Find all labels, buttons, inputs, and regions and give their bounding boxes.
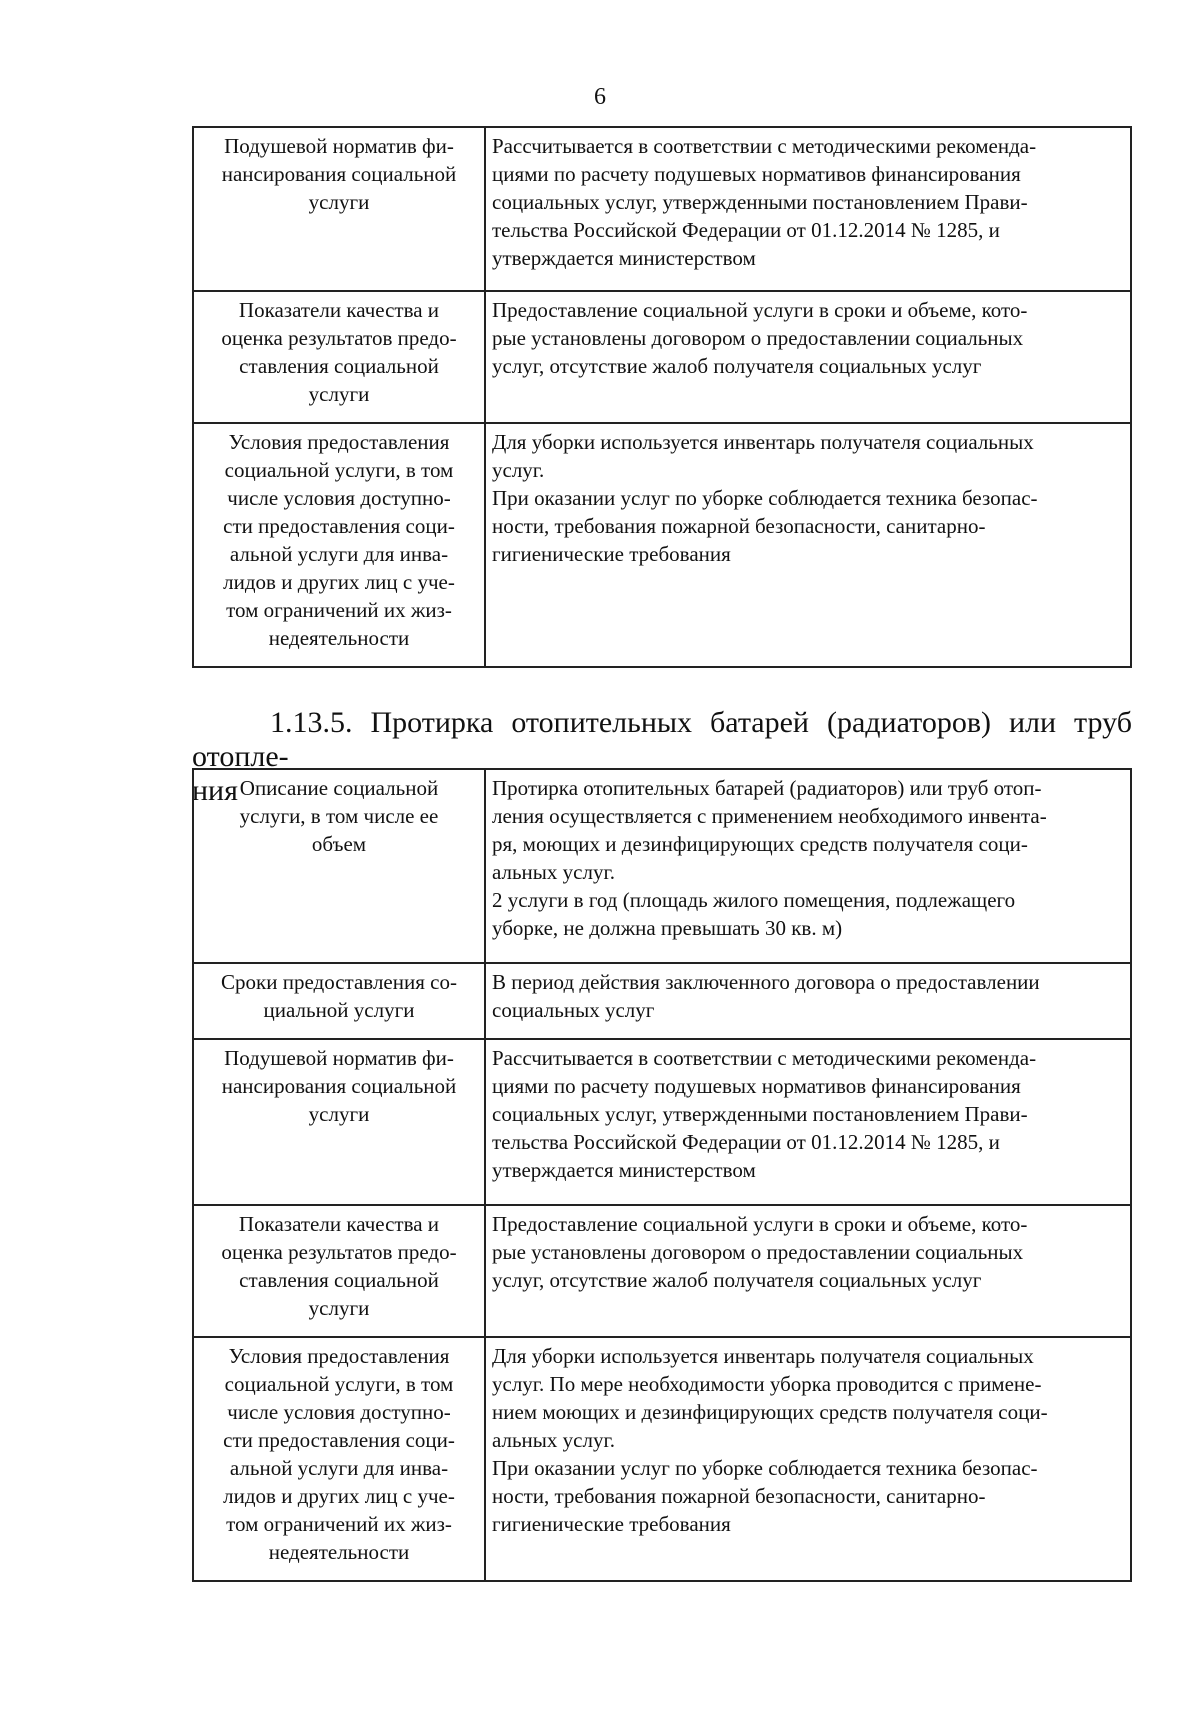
row-value-text: Для уборки используется инвентарь получателя социальных услуг. bbox=[492, 430, 1034, 482]
row-label-cell bbox=[193, 127, 485, 291]
row-value-cell bbox=[485, 1039, 1131, 1205]
row-label-cell bbox=[193, 1039, 485, 1205]
table-row bbox=[193, 1337, 1131, 1581]
row-value-cell bbox=[485, 423, 1131, 667]
row-label: Показатели качества и оценка результатов предо- ставления социальной услуги bbox=[221, 1212, 457, 1320]
row-label: Подушевой норматив фи- нансирования социальной услуги bbox=[221, 1046, 457, 1126]
row-value-text: При оказании услуг по уборке соблюдается техника безопас- ности, требования пожарной безопасности, санитарно- гигиенические требования bbox=[492, 486, 1038, 566]
row-value-text: Протирка отопительных батарей (радиаторов) или труб отоп- ления осуществляется с применением необходимого инвента- ря, моющих и дезинфицирующих средств получателя соци- альных услуг. bbox=[492, 776, 1047, 884]
table-row bbox=[193, 1039, 1131, 1205]
service-table bbox=[192, 768, 1132, 1582]
row-value-cell bbox=[485, 1205, 1131, 1337]
row-value-text: Рассчитывается в соответствии с методическими рекоменда- циями по расчету подушевых нормативов финансирования социальных услуг, утвержденными постановлением Прави- тельства Российской Федерации от 01.12.2014 № 1285, и утверждается министерством bbox=[492, 134, 1037, 270]
row-value-text: Рассчитывается в соответствии с методическими рекоменда- циями по расчету подушевых нормативов финансирования социальных услуг, утвержденными постановлением Прави- тельства Российской Федерации от 01.12.2014 № 1285, и утверждается министерством bbox=[492, 1046, 1037, 1182]
row-label-cell bbox=[193, 423, 485, 667]
row-value-cell bbox=[485, 1337, 1131, 1581]
table-row bbox=[193, 963, 1131, 1039]
row-value-text: Предоставление социальной услуги в сроки и объеме, кото- рые установлены договором о предоставлении социальных услуг, отсутствие жалоб получателя социальных услуг bbox=[492, 298, 1028, 378]
table-row bbox=[193, 1205, 1131, 1337]
row-value-text: При оказании услуг по уборке соблюдается техника безопас- ности, требования пожарной безопасности, санитарно- гигиенические требования bbox=[492, 1456, 1038, 1536]
table-row bbox=[193, 127, 1131, 291]
row-value-text: Предоставление социальной услуги в сроки и объеме, кото- рые установлены договором о предоставлении социальных услуг, отсутствие жалоб получателя социальных услуг bbox=[492, 1212, 1028, 1292]
table-row bbox=[193, 291, 1131, 423]
row-value-text: В период действия заключенного договора о предоставлении социальных услуг bbox=[492, 970, 1040, 1022]
page-number: 6 bbox=[594, 84, 606, 110]
row-value-text: Для уборки используется инвентарь получателя социальных услуг. По мере необходимости уборка проводится с примене- нием моющих и дезинфицирующих средств получателя соци- альных услуг. bbox=[492, 1344, 1048, 1452]
row-label-cell bbox=[193, 1337, 485, 1581]
row-label-cell bbox=[193, 963, 485, 1039]
row-label-cell bbox=[193, 291, 485, 423]
service-table-continued bbox=[192, 126, 1132, 668]
row-label: Сроки предоставления со- циальной услуги bbox=[221, 970, 457, 1022]
row-label: Описание социальной услуги, в том числе ее объем bbox=[239, 776, 439, 856]
row-label: Показатели качества и оценка результатов предо- ставления социальной услуги bbox=[221, 298, 457, 406]
row-value-cell bbox=[485, 963, 1131, 1039]
row-label: Условия предоставления социальной услуги, в том числе условия доступно- сти предоставления соци- альной услуги для инва- лидов и других лиц с уче- том ограничений их жиз- недеятельности bbox=[223, 430, 455, 650]
row-label-cell bbox=[193, 769, 485, 963]
section-heading: 1.13.5. Протирка отопительных батарей (радиаторов) или труб отопле- ния bbox=[192, 706, 1132, 807]
row-value-cell bbox=[485, 291, 1131, 423]
row-label: Условия предоставления социальной услуги, в том числе условия доступно- сти предоставления соци- альной услуги для инва- лидов и других лиц с уче- том ограничений их жиз- недеятельности bbox=[223, 1344, 455, 1564]
row-label-cell bbox=[193, 1205, 485, 1337]
row-value-cell bbox=[485, 769, 1131, 963]
row-value-text: 2 услуги в год (площадь жилого помещения, подлежащего уборке, не должна превышать 30 кв. м) bbox=[492, 888, 1016, 940]
row-value-cell bbox=[485, 127, 1131, 291]
table-row bbox=[193, 769, 1131, 963]
table-row bbox=[193, 423, 1131, 667]
row-label: Подушевой норматив фи- нансирования социальной услуги bbox=[221, 134, 457, 214]
